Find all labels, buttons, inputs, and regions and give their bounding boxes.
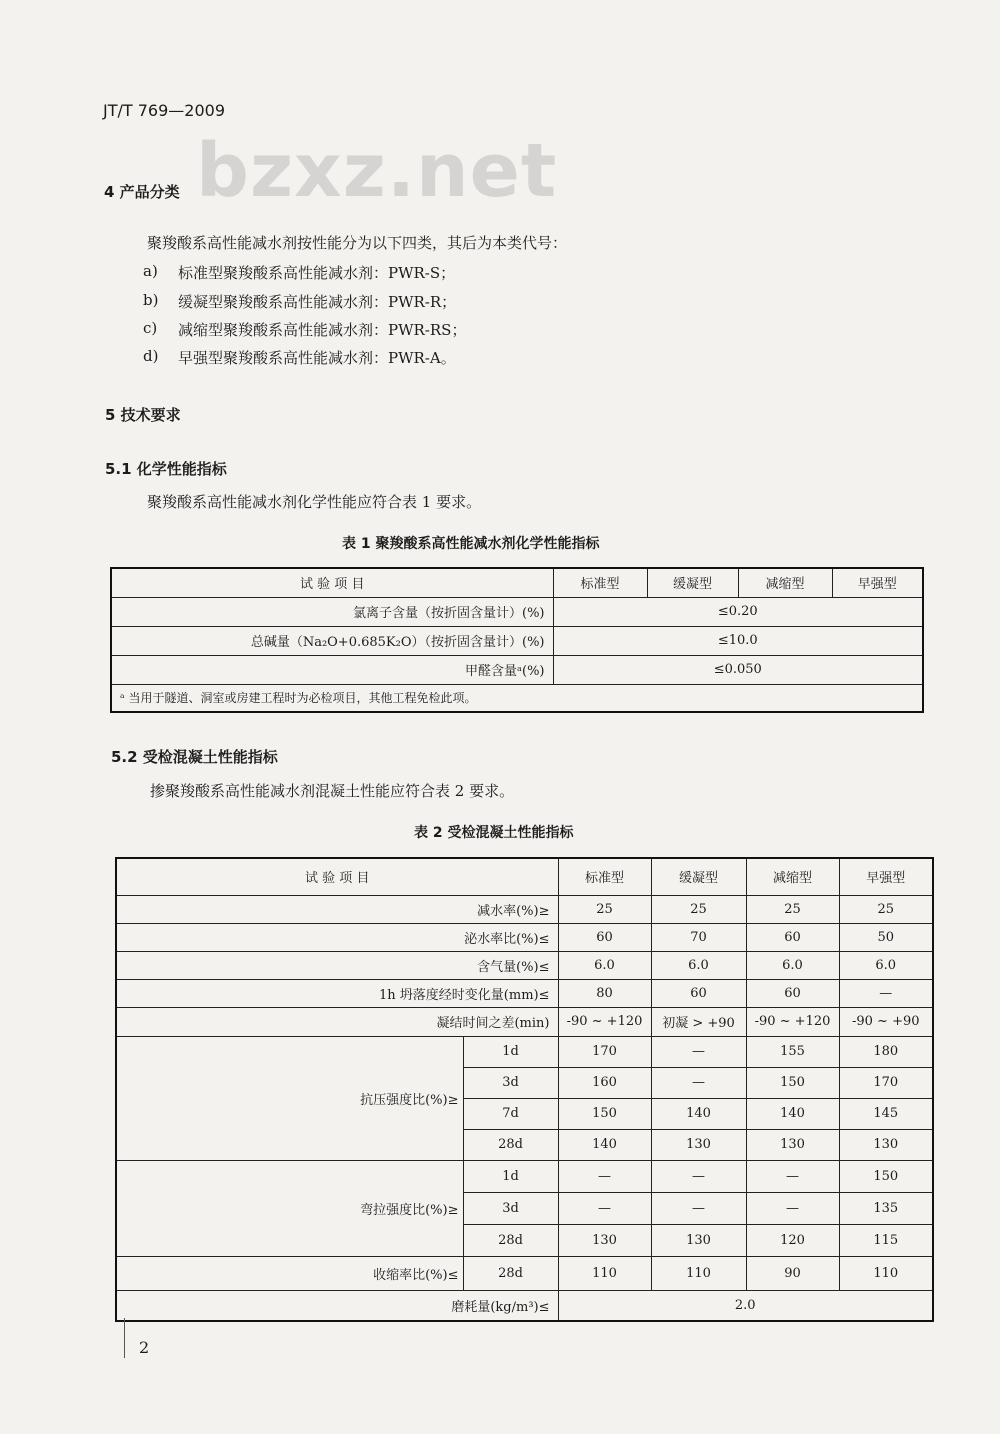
cell-value: 140 xyxy=(746,1098,839,1129)
table-2-caption: 表 2 受检混凝土性能指标 xyxy=(414,825,574,841)
column-header: 标准型 xyxy=(558,858,651,895)
cell-value: — xyxy=(651,1036,746,1067)
row-label: 凝结时间之差(min) xyxy=(116,1007,558,1036)
row-label: 收缩率比(%)≤ xyxy=(116,1256,463,1290)
age-cell: 28d xyxy=(463,1224,558,1256)
cell-value: 150 xyxy=(558,1098,651,1129)
list-item: 标准型聚羧酸系高性能减水剂：PWR-S； xyxy=(178,264,456,282)
table-1 xyxy=(110,567,924,713)
column-header: 缓凝型 xyxy=(647,568,738,597)
age-cell: 3d xyxy=(463,1192,558,1224)
cell-value: 60 xyxy=(746,923,839,951)
cell-value: 90 xyxy=(746,1256,839,1290)
cell-value: 25 xyxy=(746,895,839,923)
cell-value: 150 xyxy=(746,1067,839,1098)
cell-value: 130 xyxy=(746,1129,839,1160)
table-row xyxy=(116,1036,933,1067)
column-header: 试 验 项 目 xyxy=(116,858,558,895)
age-cell: 28d xyxy=(463,1129,558,1160)
cell-value: 170 xyxy=(558,1036,651,1067)
section-5-2-heading: 5.2 受检混凝土性能指标 xyxy=(111,748,278,766)
table-header-row xyxy=(111,568,923,597)
row-label: 甲醛含量ᵃ(%) xyxy=(111,655,553,684)
list-item: 减缩型聚羧酸系高性能减水剂：PWR-RS； xyxy=(178,321,467,339)
table-header-row xyxy=(116,858,933,895)
column-header: 减缩型 xyxy=(746,858,839,895)
cell-value: -90 ~ +90 xyxy=(839,1007,933,1036)
cell-value: 160 xyxy=(558,1067,651,1098)
cell-value: — xyxy=(746,1192,839,1224)
row-group-label xyxy=(116,1160,463,1256)
table-1-caption: 表 1 聚羧酸系高性能减水剂化学性能指标 xyxy=(342,536,600,552)
cell-value: 130 xyxy=(839,1129,933,1160)
cell-value: 初凝 > +90 xyxy=(651,1007,746,1036)
cell-value: 2.0 xyxy=(558,1290,933,1321)
cell-value: 155 xyxy=(746,1036,839,1067)
section-4-heading: 4 产品分类 xyxy=(104,183,180,201)
flexural-label: 弯拉强度比(%)≥ xyxy=(360,1202,459,1218)
cell-value: 6.0 xyxy=(746,951,839,979)
list-item-label: b) xyxy=(143,291,159,309)
cell-value: 25 xyxy=(839,895,933,923)
column-header: 标准型 xyxy=(553,568,647,597)
cell-value: 170 xyxy=(839,1067,933,1098)
row-label: 泌水率比(%)≤ xyxy=(116,923,558,951)
cell-value: 180 xyxy=(839,1036,933,1067)
cell-value: 60 xyxy=(651,979,746,1007)
age-cell: 28d xyxy=(463,1256,558,1290)
cell-value: 50 xyxy=(839,923,933,951)
cell-value: 6.0 xyxy=(839,951,933,979)
cell-value: 25 xyxy=(651,895,746,923)
list-item-label: d) xyxy=(143,347,159,365)
table-row xyxy=(111,597,923,626)
column-header: 早强型 xyxy=(832,568,923,597)
cell-value: — xyxy=(839,979,933,1007)
age-cell: 7d xyxy=(463,1098,558,1129)
column-header: 缓凝型 xyxy=(651,858,746,895)
page-margin-line xyxy=(124,1318,125,1358)
column-header: 试 验 项 目 xyxy=(111,568,553,597)
section-5-1-intro: 聚羧酸系高性能减水剂化学性能应符合表 1 要求。 xyxy=(147,493,482,511)
table-row xyxy=(116,923,933,951)
cell-value: 80 xyxy=(558,979,651,1007)
standard-id: JT/T 769—2009 xyxy=(103,101,225,120)
table-row xyxy=(111,626,923,655)
cell-value: 130 xyxy=(651,1129,746,1160)
cell-value: 140 xyxy=(651,1098,746,1129)
table-note-row xyxy=(111,684,923,712)
cell-value: 110 xyxy=(839,1256,933,1290)
section-5-1-heading: 5.1 化学性能指标 xyxy=(105,460,227,478)
page-number: 2 xyxy=(139,1338,150,1357)
section-5-heading: 5 技术要求 xyxy=(105,406,181,424)
cell-value: 130 xyxy=(651,1224,746,1256)
cell-value: 115 xyxy=(839,1224,933,1256)
cell-value: 135 xyxy=(839,1192,933,1224)
column-header: 减缩型 xyxy=(738,568,832,597)
table-row xyxy=(116,1007,933,1036)
cell-value: 6.0 xyxy=(651,951,746,979)
table-footnote: ᵃ 当用于隧道、洞室或房建工程时为必检项目，其他工程免检此项。 xyxy=(111,684,923,712)
cell-value: 145 xyxy=(839,1098,933,1129)
cell-value: — xyxy=(651,1192,746,1224)
list-item-label: c) xyxy=(143,319,158,337)
table-row xyxy=(116,979,933,1007)
table-row xyxy=(116,895,933,923)
cell-value: 70 xyxy=(651,923,746,951)
table-row xyxy=(116,1256,933,1290)
list-item: 缓凝型聚羧酸系高性能减水剂：PWR-R； xyxy=(178,293,457,311)
age-cell: 3d xyxy=(463,1067,558,1098)
cell-value: 6.0 xyxy=(558,951,651,979)
cell-value: 140 xyxy=(558,1129,651,1160)
cell-value: — xyxy=(558,1192,651,1224)
cell-value: 110 xyxy=(558,1256,651,1290)
cell-value: 60 xyxy=(558,923,651,951)
cell-value: 25 xyxy=(558,895,651,923)
section-5-2-intro: 掺聚羧酸系高性能减水剂混凝土性能应符合表 2 要求。 xyxy=(150,782,515,800)
cell-value: 120 xyxy=(746,1224,839,1256)
cell-value: 130 xyxy=(558,1224,651,1256)
row-label: 氯离子含量（按折固含量计）(%) xyxy=(111,597,553,626)
row-label: 总碱量（Na₂O+0.685K₂O）（按折固含量计）(%) xyxy=(111,626,553,655)
cell-value: — xyxy=(651,1067,746,1098)
row-label: 磨耗量(kg/m³)≤ xyxy=(116,1290,558,1321)
cell-value: — xyxy=(558,1160,651,1192)
list-item-label: a) xyxy=(143,262,158,280)
cell-value: 110 xyxy=(651,1256,746,1290)
cell-value: — xyxy=(746,1160,839,1192)
table-row xyxy=(116,1290,933,1321)
compressive-label: 抗压强度比(%)≥ xyxy=(360,1092,459,1108)
cell-value: — xyxy=(651,1160,746,1192)
column-header: 早强型 xyxy=(839,858,933,895)
row-label: 减水率(%)≥ xyxy=(116,895,558,923)
row-label: 含气量(%)≤ xyxy=(116,951,558,979)
table-2 xyxy=(115,857,934,1322)
row-label: 1h 坍落度经时变化量(mm)≤ xyxy=(116,979,558,1007)
section-4-intro: 聚羧酸系高性能减水剂按性能分为以下四类，其后为本类代号： xyxy=(147,234,568,252)
age-cell: 1d xyxy=(463,1036,558,1067)
cell-value: ≤0.050 xyxy=(553,655,923,684)
row-group-label xyxy=(116,1036,463,1160)
cell-value: -90 ~ +120 xyxy=(558,1007,651,1036)
cell-value: 150 xyxy=(839,1160,933,1192)
cell-value: ≤0.20 xyxy=(553,597,923,626)
list-item: 早强型聚羧酸系高性能减水剂：PWR-A。 xyxy=(178,349,456,367)
cell-value: ≤10.0 xyxy=(553,626,923,655)
table-row xyxy=(116,951,933,979)
table-row xyxy=(116,1160,933,1192)
cell-value: -90 ~ +120 xyxy=(746,1007,839,1036)
age-cell: 1d xyxy=(463,1160,558,1192)
watermark-logo: bzxz.net xyxy=(196,128,558,214)
table-row xyxy=(111,655,923,684)
cell-value: 60 xyxy=(746,979,839,1007)
